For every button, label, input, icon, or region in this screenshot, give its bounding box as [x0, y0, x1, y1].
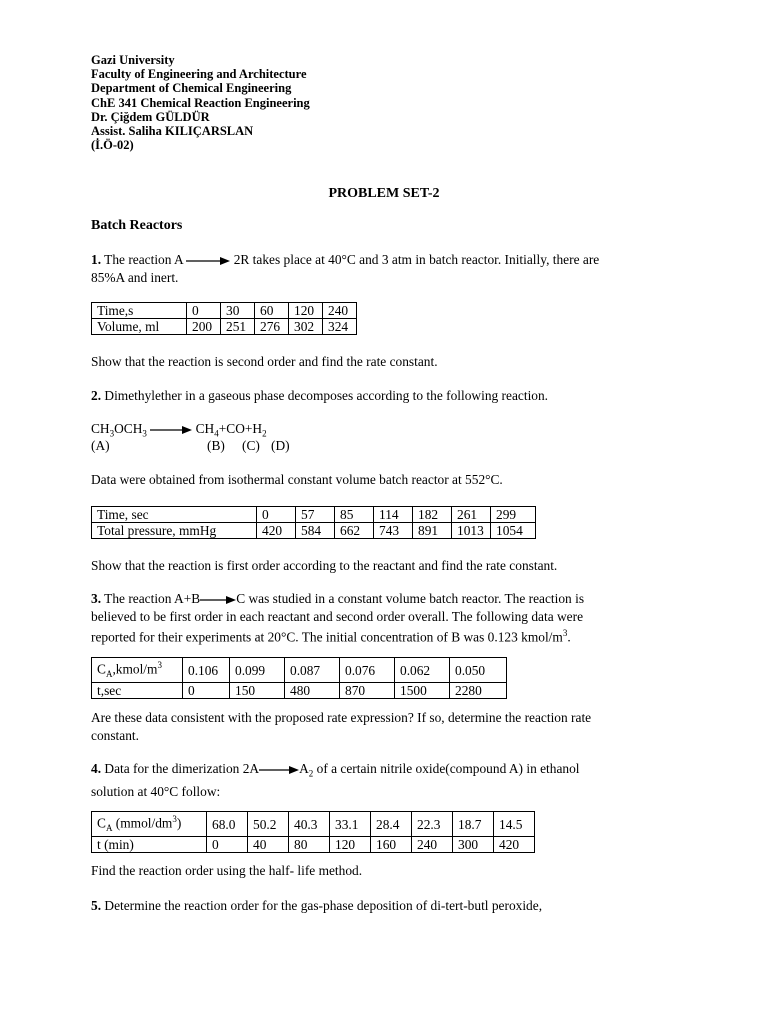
table-row — [92, 658, 507, 683]
header-faculty: Faculty of Engineering and Architecture — [91, 67, 307, 82]
table-cell: 22.3 — [412, 812, 453, 837]
table-cell: 160 — [371, 837, 412, 853]
table-cell: 60 — [255, 303, 289, 319]
table-cell: 120 — [289, 303, 323, 319]
problem-1-question: Show that the reaction is second order and find the rate constant. — [91, 354, 438, 369]
table-cell: 299 — [491, 507, 536, 523]
table-cell: 40 — [248, 837, 289, 853]
problem-4-question: Find the reaction order using the half- life method. — [91, 863, 363, 878]
table-cell: 30 — [221, 303, 255, 319]
header-department: Department of Chemical Engineering — [91, 81, 292, 96]
table-cell: 57 — [296, 507, 335, 523]
table-cell: 420 — [494, 837, 535, 853]
problem-1-table — [91, 302, 357, 335]
reaction-arrow-icon — [259, 765, 299, 775]
table-cell: 891 — [413, 523, 452, 539]
problem-4-table — [91, 811, 535, 853]
table-row — [92, 303, 357, 319]
table-cell: Volume, ml — [92, 319, 187, 335]
table-cell: 0.076 — [340, 658, 395, 683]
table-cell: 420 — [257, 523, 296, 539]
problem-3-statement: 3. The reaction A+B C was studied in a constant volume batch reactor. The reaction is believed to be first order in each reactant and second order overall. The following data were reported for their experiments at 20°C. The initial concentration of B was 0.123 kmol/$m^3$. — [91, 591, 585, 645]
table-cell: 240 — [323, 303, 357, 319]
table-cell: 302 — [289, 319, 323, 335]
problem-number: 4. — [91, 761, 102, 776]
table-cell: 0 — [187, 303, 221, 319]
table-cell: t,sec — [92, 683, 183, 699]
header-assistant: Assist. Saliha KILIÇARSLAN — [91, 124, 254, 139]
table-cell: 80 — [289, 837, 330, 853]
table-cell: 0.087 — [285, 658, 340, 683]
species-label-d: (D) — [271, 438, 290, 453]
table-cell: 18.7 — [453, 812, 494, 837]
reaction-arrow-icon — [186, 256, 230, 266]
table-cell: 68.0 — [207, 812, 248, 837]
table-cell: 480 — [285, 683, 340, 699]
problem-1-statement: 1. The reaction A 2R takes place at 40°C and 3 atm in batch reactor. Initially, there are 85%A and inert. — [91, 252, 600, 285]
problem-2-data-text: Data were obtained from isothermal constant volume batch reactor at 552°C. — [91, 472, 503, 487]
table-cell: 743 — [374, 523, 413, 539]
page-title: PROBLEM SET-2 — [328, 186, 440, 201]
problem-5-statement: 5. Determine the reaction order for the gas-phase deposition of di-tert-butl peroxide, — [91, 898, 543, 913]
table-row — [92, 837, 535, 853]
table-cell: 276 — [255, 319, 289, 335]
table-cell: 120 — [330, 837, 371, 853]
species-label-a: (A) — [91, 438, 110, 453]
table-cell: 0.050 — [450, 658, 507, 683]
table-row — [92, 319, 357, 335]
table-cell: 662 — [335, 523, 374, 539]
table-cell: 14.5 — [494, 812, 535, 837]
table-row — [92, 523, 536, 539]
reaction-arrow-icon — [200, 595, 236, 605]
reaction-equation: $CH_3OCH_3$ $CH_4+CO+H_2$ — [91, 421, 267, 439]
problem-2-question: Show that the reaction is first order according to the reactant and find the rate constant. — [91, 558, 558, 573]
table-row — [92, 812, 535, 837]
table-cell: 1054 — [491, 523, 536, 539]
header-instructor: Dr. Çiğdem GÜLDÜR — [91, 109, 210, 124]
table-cell: 50.2 — [248, 812, 289, 837]
table-cell: 0 — [183, 683, 230, 699]
table-cell: 33.1 — [330, 812, 371, 837]
problem-number: 1. — [91, 252, 102, 267]
table-cell: 0.106 — [183, 658, 230, 683]
course-header — [91, 53, 310, 152]
table-cell: 870 — [340, 683, 395, 699]
table-cell: 114 — [374, 507, 413, 523]
header-course: ChE 341 Chemical Reaction Engineering — [91, 95, 310, 110]
table-cell: $C_A,kmol/m^3$ — [92, 658, 183, 683]
table-row — [92, 507, 536, 523]
table-cell: 324 — [323, 319, 357, 335]
table-cell: 85 — [335, 507, 374, 523]
table-cell: 1013 — [452, 523, 491, 539]
section-heading: Batch Reactors — [91, 218, 183, 233]
species-label-c: (C) — [242, 438, 260, 453]
header-code: (İ.Ö-02) — [91, 138, 134, 153]
table-cell: 261 — [452, 507, 491, 523]
table-cell: 1500 — [395, 683, 450, 699]
problem-4-statement: 4. Data for the dimerization 2A $A_2$ of a certain nitrile oxide(compound A) in ethanol solution at 40°C follow: — [91, 761, 580, 800]
table-cell: 0 — [257, 507, 296, 523]
table-cell: 40.3 — [289, 812, 330, 837]
header-university: Gazi University — [91, 53, 175, 67]
table-cell: $C_A$ $(mmol/dm^3)$ — [92, 812, 207, 837]
table-row — [92, 683, 507, 699]
table-cell: 0 — [207, 837, 248, 853]
problem-2-statement: 2. Dimethylether in a gaseous phase decomposes according to the following reaction. — [91, 388, 549, 403]
reaction-arrow-icon — [150, 425, 192, 435]
table-cell: 182 — [413, 507, 452, 523]
table-cell: t (min) — [92, 837, 207, 853]
table-cell: Total pressure, mmHg — [92, 523, 257, 539]
table-cell: 300 — [453, 837, 494, 853]
problem-number: 2. — [91, 388, 102, 403]
problem-2-table — [91, 506, 536, 539]
table-cell: 240 — [412, 837, 453, 853]
species-label-b: (B) — [207, 438, 225, 453]
problem-3-table — [91, 657, 507, 699]
table-cell: 0.062 — [395, 658, 450, 683]
table-cell: 2280 — [450, 683, 507, 699]
table-cell: 28.4 — [371, 812, 412, 837]
problem-number: 3. — [91, 591, 102, 606]
table-cell: 251 — [221, 319, 255, 335]
table-cell: 150 — [230, 683, 285, 699]
table-cell: Time,s — [92, 303, 187, 319]
table-cell: Time, sec — [92, 507, 257, 523]
table-cell: 200 — [187, 319, 221, 335]
table-cell: 0.099 — [230, 658, 285, 683]
problem-3-question: Are these data consistent with the proposed rate expression? If so, determine the reaction rate constant. — [91, 710, 592, 743]
table-cell: 584 — [296, 523, 335, 539]
problem-number: 5. — [91, 898, 102, 913]
